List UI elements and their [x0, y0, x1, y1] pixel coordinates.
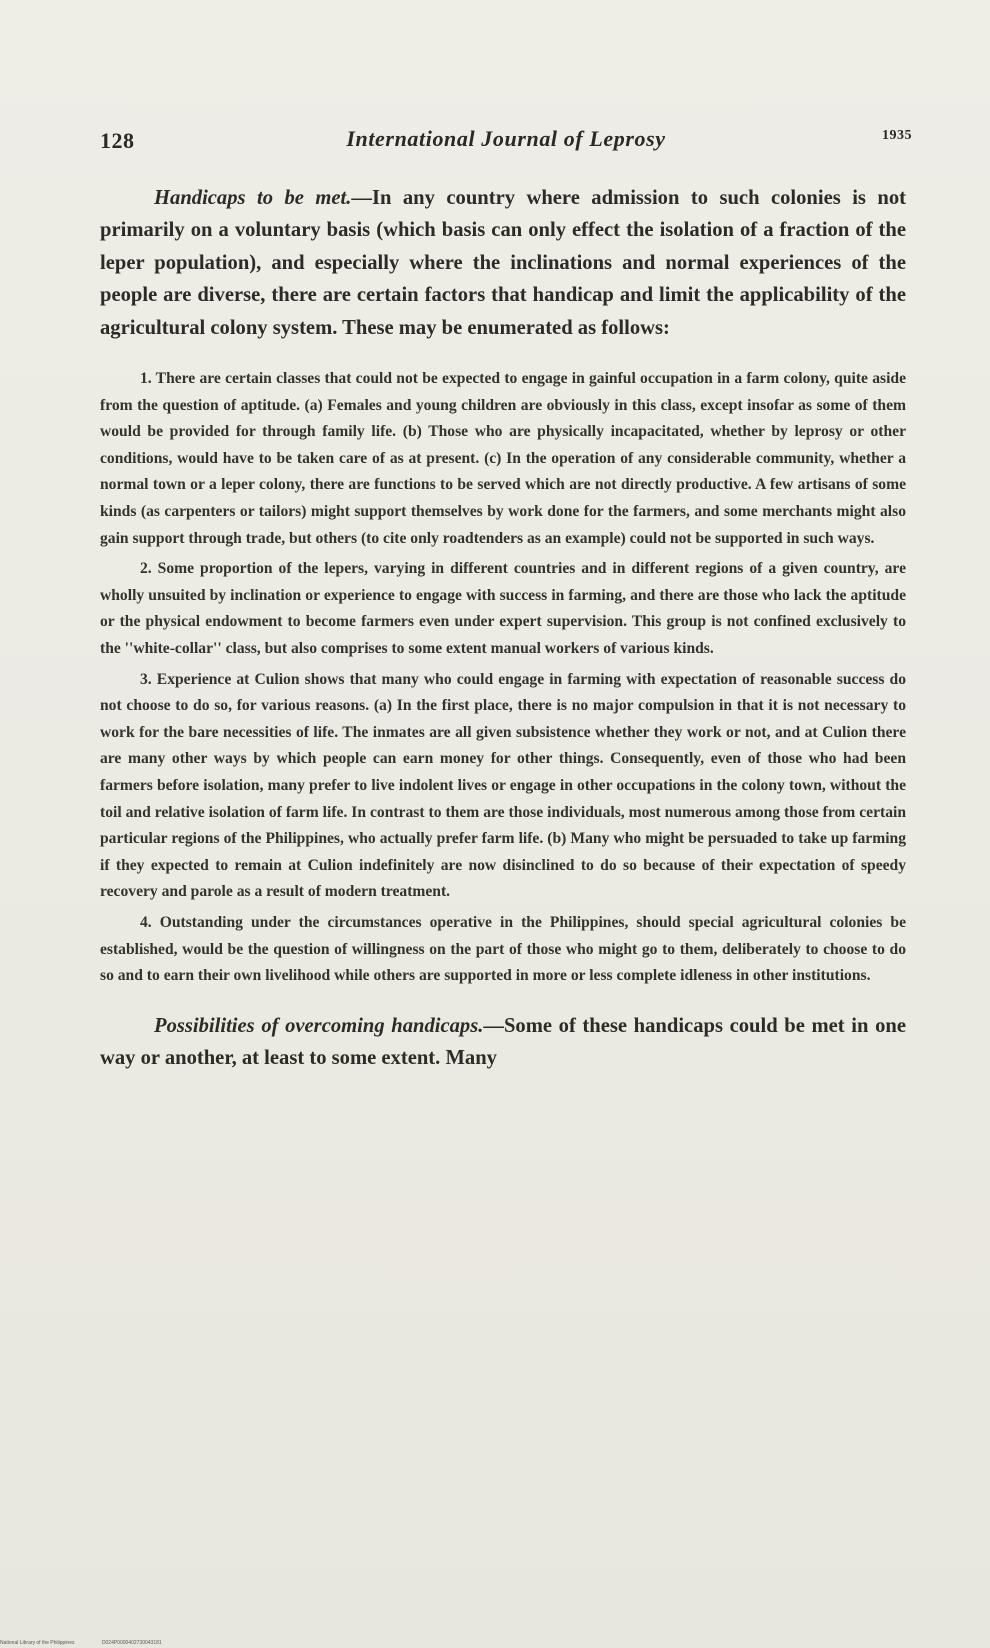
document-id: D024P0000402730043181 — [101, 1640, 162, 1646]
scan-footer — [0, 1640, 188, 1646]
section-heading-possibilities: Possibilities of overcoming handicaps. — [154, 1014, 484, 1037]
paragraph-possibilities-text: —Some of these handicaps could be met in one way or another, at least to some extent. Many — [100, 1014, 906, 1070]
page-body — [100, 182, 906, 1075]
list-item: 1. There are certain classes that could not be expected to engage in gainful occupation in a farm colony, quite aside from the question of aptitude. (a) Females and young children are obviously in this class, except insofar as some of them would be provided for through family life. (b) Those who are physically incapacitated, whether by leprosy or other conditions, would have to be taken care of as at present. (c) In the operation of any considerable community, whether a normal town or a leper colony, there are functions to be served which are not directly productive. A few artisans of some kinds (as carpenters or tailors) might support themselves by work done for the farmers, and some merchants might also gain support through trade, but others (to cite only roadtenders as an example) could not be supported in such ways. — [100, 370, 906, 547]
paragraph-possibilities — [100, 1010, 906, 1075]
section-heading-handicaps: Handicaps to be met. — [154, 187, 352, 209]
list-item: 3. Experience at Culion shows that many who could engage in farming with expectation of reasonable success do not choose to do so, for various reasons. (a) In the first place, there is no major compulsion in that it is not necessary to work for the bare necessities of life. The inmates are all given subsistence whether they work or not, and at Culion there are many other ways by which people can earn money for other things. Consequently, even of those who had been farmers before isolation, many prefer to live indolent lives or engage in other occupations in the colony town, without the toil and relative isolation of farm life. In contrast to them are those individuals, most numerous among those from certain particular regions of the Philippines, who actually prefer farm life. (b) Many who might be persuaded to take up farming if they expected to remain at Culion indefinitely are now disinclined to do so because of their expectation of speedy recovery and parole as a result of modern treatment. — [100, 670, 906, 901]
paragraph-handicaps — [100, 182, 906, 344]
page-number: 128 — [100, 128, 135, 153]
handicap-list — [100, 366, 906, 990]
list-item: 2. Some proportion of the lepers, varying in different countries and in different regions of a given country, are wholly unsuited by inclination or experience to engage with success in farming, and there are those who lack the aptitude or the physical endowment to become farmers even under expert supervision. This group is not confined exclusively to the ''white-collar'' class, but also comprises to some extent manual workers of various kinds. — [100, 560, 906, 657]
publication-year: 1935 — [882, 128, 912, 143]
library-credit: National Library of the Philippines — [0, 1640, 75, 1646]
journal-title: International Journal of Leprosy — [346, 126, 666, 151]
list-item: 4. Outstanding under the circumstances operative in the Philippines, should special agricultural colonies be established, would be the question of willingness on the part of those who might go to them, deliberately to choose to do so and to earn their own livelihood while others are supported in more or less complete idleness in other institutions. — [100, 913, 906, 985]
paragraph-handicaps-text: —In any country where admission to such colonies is not primarily on a voluntary basis (which basis can only effect the isolation of a fraction of the leper population), and especially where the inclinations and normal experiences of the people are diverse, there are certain factors that handicap and limit the applicability of the agricultural colony system. These may be enumerated as follows: — [100, 187, 907, 339]
running-header — [100, 124, 912, 158]
